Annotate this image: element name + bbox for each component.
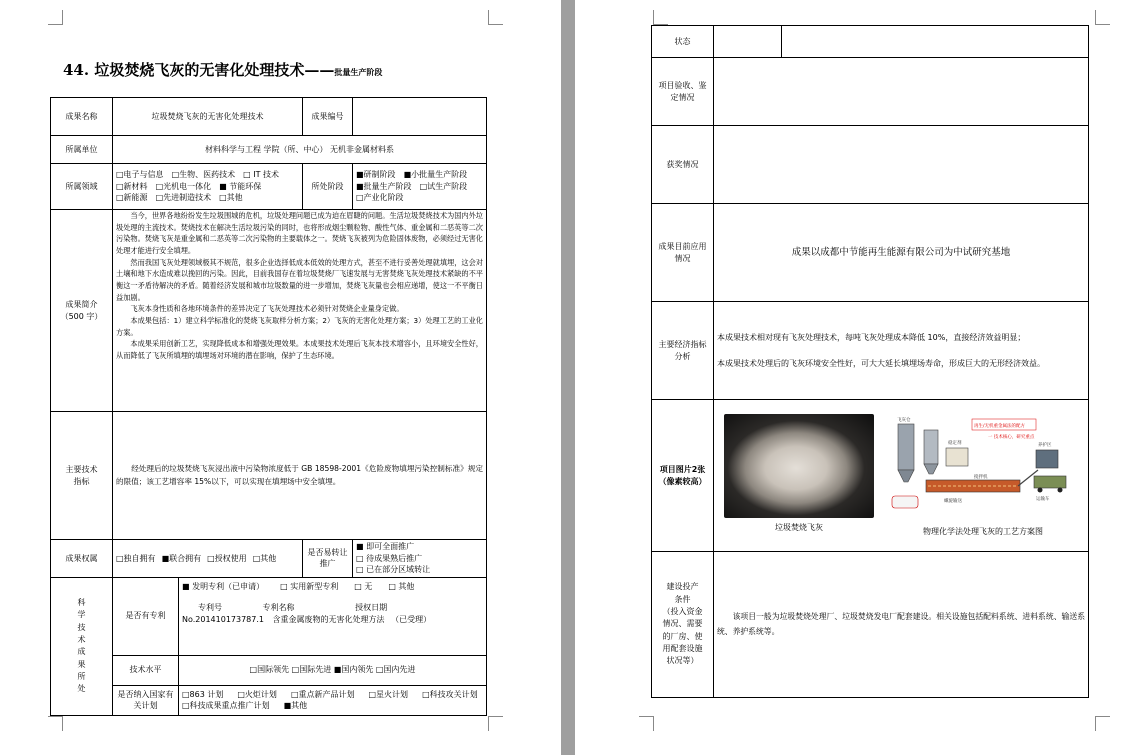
figure-caption: 物理化学法处理飞灰的工艺方案图: [923, 526, 1043, 536]
stage-label: 所处阶段: [303, 164, 353, 210]
plan-option: □科技攻关计划: [422, 689, 478, 699]
field-label: 所属领域: [51, 164, 113, 210]
patent-option: □ 实用新型专利: [280, 581, 339, 591]
rights-option: □独自拥有: [116, 553, 156, 563]
patent-label: 是否有专利: [113, 577, 179, 655]
images-label-main: 项目图片2张: [659, 464, 706, 474]
number-label: 成果编号: [303, 98, 353, 136]
patent-option: ■ 发明专利（已申请）: [182, 581, 265, 591]
stage-option: □产业化阶段: [356, 193, 404, 203]
flyash-photo: [724, 414, 874, 518]
rights-options: [113, 540, 303, 578]
row-field: [51, 164, 487, 210]
index-body: [113, 412, 487, 540]
intro-paragraph: 本成果采用创新工艺，实现降低成本和增强处理效果。本成果技术处理后飞灰本技术增容小，且环境安全性好，从而降低了飞灰所填埋的填埋场对环境的潜在影响，保护了生态环境。: [116, 339, 483, 360]
row-technical-index: [51, 412, 487, 540]
status-extra: [782, 26, 1089, 58]
level-label: 技术水平: [113, 655, 179, 685]
row-tech-level: [51, 655, 487, 685]
row-national-plan: [51, 685, 487, 715]
achievement-form-left: [50, 97, 487, 716]
field-option: ■ 节能环保: [219, 181, 262, 191]
level-option: □国际领先: [249, 665, 290, 675]
intro-label-sub: （500 字）: [60, 311, 103, 321]
econ-line: 本成果技术处理后的飞灰环境安全性好，可大大延长填埋场寿命，形成巨大的无形经济效益。: [717, 358, 1045, 368]
promo-option: □ 待成果熟后推广: [356, 553, 423, 563]
award-label: 获奖情况: [652, 126, 714, 204]
diagram-label: 螺旋输送: [944, 498, 962, 504]
patent-entry-no: No.201410173787.1: [182, 614, 264, 624]
build-label-line: 状况等）: [666, 656, 699, 666]
plan-option: □星火计划: [368, 689, 409, 699]
row-award: [652, 126, 1089, 204]
level-options: [179, 655, 487, 685]
sci-label-char: 技: [77, 622, 86, 632]
intro-paragraph: 当今，世界各地纷纷发生垃圾围城的危机，垃圾处理问题已成为迫在眉睫的问题。生活垃圾焚烧技术为国内外垃圾处理的主流技术。焚烧技术在解决生活垃圾污染的同时，也将形成烟尘颗粒物、酸性气体、重金属和二恶英等二次污染物。焚烧飞灰是重金属和二恶英等二次污染物的主要载体之一。焚烧飞灰被列为危险固体废物，必须经过无害化处理才能进行安全填埋。: [116, 211, 483, 255]
row-unit: [51, 136, 487, 164]
stage-option: ■批量生产阶段: [356, 181, 412, 191]
status-value: [714, 26, 782, 58]
row-patent: [51, 577, 487, 655]
images-body: [714, 400, 1089, 552]
stage-option: ■小批量生产阶段: [403, 170, 468, 180]
sci-label-char: 科: [77, 597, 86, 607]
field-option: □ IT 技术: [243, 170, 280, 180]
plan-option: □863 计划: [182, 689, 224, 699]
name-label: 成果名称: [51, 98, 113, 136]
title-stage: 批量生产阶段: [334, 67, 383, 77]
award-value: [714, 126, 1089, 204]
row-appraisal: [652, 58, 1089, 126]
achievement-form-right: [651, 25, 1089, 698]
crop-mark: [1095, 10, 1110, 25]
build-label-line: 的厂房、使: [662, 631, 703, 641]
patent-head-no: 专利号: [198, 603, 222, 613]
build-label-line: 情况、需要: [662, 619, 703, 629]
build-text: 该项目一般为垃圾焚烧处理厂、垃圾焚烧发电厂配套建设。相关设施包括配料系统、进料系统、输送系统、养护系统等。: [717, 612, 1085, 636]
index-label: [51, 412, 113, 540]
field-option: □新材料: [116, 181, 148, 191]
stage-options: [353, 164, 487, 210]
images-label: [652, 400, 714, 552]
figure-flyash: [724, 414, 874, 534]
row-status: [652, 26, 1089, 58]
rights-label: 成果权属: [51, 540, 113, 578]
rights-option: □授权使用: [207, 553, 247, 563]
level-option: ■国内领先: [333, 665, 374, 675]
diagram-label: 再生/无机重金属法的配方: [974, 423, 1026, 429]
build-body: [714, 552, 1089, 698]
index-text: 经处理后的垃圾焚烧飞灰浸出液中污染物浓度低于 GB 18598-2001《危险废物填埋污染控制标准》规定的限值；该工艺增容率 15%以下，可以实现在填埋场中安全填埋。: [116, 464, 483, 486]
crop-mark: [48, 716, 63, 731]
diagram-label: 飞灰仓: [897, 417, 911, 423]
build-label-line: 建设投产: [666, 582, 699, 592]
index-label-main: 主要技术: [65, 464, 98, 474]
build-label: [652, 552, 714, 698]
row-application: [652, 204, 1089, 302]
intro-paragraph: 然而我国飞灰处理领域极其不规范，很多企业选择低成本低效的处理方式，甚至不进行妥善处理就填埋，这会对土壤和地下水造成难以挽回的污染。因此，目前我国存在着垃圾焚烧厂飞速发展与无害焚烧飞灰处理技术紧缺的不平衡这一矛盾待解决的矛盾。随着经济发展和城市垃圾数量的进一步增加，焚烧飞灰量也会相应递增，使这一不平衡日益加剧。: [116, 257, 483, 302]
econ-body: [714, 302, 1089, 400]
plan-option: □重点新产品计划: [290, 689, 355, 699]
application-label: 成果目前应用情况: [652, 204, 714, 302]
intro-body: [113, 210, 487, 412]
patent-head-date: 授权日期: [355, 603, 388, 613]
rights-option: ■联合拥有: [161, 553, 202, 563]
figure-process: [888, 414, 1078, 537]
build-label-line: （投入资金: [662, 606, 703, 616]
sci-label-char: 学: [77, 610, 86, 620]
intro-label-main: 成果简介: [65, 299, 98, 309]
promo-label: 是否易转让推广: [303, 540, 353, 578]
row-rights: [51, 540, 487, 578]
plan-option: ■其他: [283, 701, 308, 711]
page-title: [63, 59, 382, 80]
plan-options: [179, 685, 487, 715]
sci-label-char: 处: [77, 684, 86, 694]
promo-option: □ 已在部分区域转让: [356, 565, 431, 575]
level-option: □国际先进: [291, 665, 332, 675]
figure-caption: 垃圾焚烧飞灰: [775, 522, 823, 532]
appraisal-label: 项目验收、鉴定情况: [652, 58, 714, 126]
crop-mark: [488, 10, 503, 25]
patent-entry-status: （已受理）: [391, 614, 432, 624]
document-page-right: [575, 0, 1142, 755]
intro-paragraph: 本成果包括：1）建立科学标准化的焚烧飞灰取样分析方案；2）飞灰的无害化处理方案；3）处理工艺的工业化方案。: [116, 315, 483, 337]
promo-options: [353, 540, 487, 578]
number-value: [353, 98, 487, 136]
field-options: [113, 164, 303, 210]
crop-mark: [488, 716, 503, 731]
unit-value: 材料科学与工程 学院（所、中心） 无机非金属材料系: [113, 136, 487, 164]
field-option: □新能源: [116, 193, 148, 203]
images-label-sub: （像素较高）: [658, 476, 707, 486]
field-option: □光机电一体化: [155, 181, 212, 191]
diagram-label: 稳定剂: [948, 440, 962, 446]
process-diagram: [888, 414, 1078, 518]
appraisal-value: [714, 58, 1089, 126]
patent-option: □ 无: [354, 581, 373, 591]
diagram-label: 搅拌机: [974, 474, 988, 480]
diagram-label: 养护区: [1038, 442, 1052, 448]
diagram-label: 一 技术核心，研究重点: [988, 434, 1035, 440]
patent-head-name: 专利名称: [262, 603, 295, 613]
field-option: □电子与信息: [116, 170, 164, 180]
document-page-left: [0, 0, 561, 755]
sci-label: [51, 577, 113, 715]
row-build-conditions: [652, 552, 1089, 698]
sci-label-char: 成: [77, 647, 86, 657]
stage-option: ■研制阶段: [356, 170, 396, 180]
promo-option: ■ 即可全面推广: [356, 542, 415, 551]
row-achievement-name: [51, 98, 487, 136]
status-label: 状态: [652, 26, 714, 58]
index-label-sub: 指标: [73, 476, 90, 486]
diagram-label: 运输车: [1036, 496, 1050, 502]
crop-mark: [639, 716, 654, 731]
sci-label-char: 果: [77, 659, 86, 669]
plan-label: 是否纳入国家有关计划: [113, 685, 179, 715]
field-option: □生物、医药技术: [171, 170, 236, 180]
row-images: [652, 400, 1089, 552]
plan-option: □火炬计划: [237, 689, 277, 699]
patent-entry-name: 含重金属废物的无害化处理方法: [272, 614, 385, 624]
title-text: 44. 垃圾焚烧飞灰的无害化处理技术——: [63, 61, 335, 79]
crop-mark: [1095, 716, 1110, 731]
name-value: 垃圾焚烧飞灰的无害化处理技术: [113, 98, 303, 136]
row-intro: [51, 210, 487, 412]
plan-option: □科技成果重点推广计划: [182, 701, 270, 711]
intro-paragraph: 飞灰本身性质和各地环境条件的差异决定了飞灰处理技术必须针对焚烧企业量身定做。: [130, 304, 404, 314]
econ-label: 主要经济指标分析: [652, 302, 714, 400]
level-option: □国内先进: [375, 665, 416, 675]
sci-label-char: 术: [77, 634, 86, 644]
stage-option: □试生产阶段: [419, 181, 468, 191]
rights-option: □其他: [252, 553, 277, 563]
econ-line: 本成果技术相对现有飞灰处理技术，每吨飞灰处理成本降低 10%，直接经济效益明显；: [717, 332, 1026, 342]
sci-label-char: 所: [77, 672, 86, 682]
crop-mark: [653, 10, 668, 25]
field-option: □其他: [219, 193, 243, 203]
crop-mark: [48, 10, 63, 25]
patent-option: □ 其他: [388, 581, 415, 591]
intro-label: [51, 210, 113, 412]
application-value: 成果以成都中节能再生能源有限公司为中试研究基地: [714, 204, 1089, 302]
patent-body: [179, 577, 487, 655]
row-economic: [652, 302, 1089, 400]
build-label-line: 用配套设施: [662, 644, 703, 654]
build-label-line: 条件: [674, 594, 691, 604]
field-option: □先进制造技术: [155, 193, 212, 203]
unit-label: 所属单位: [51, 136, 113, 164]
